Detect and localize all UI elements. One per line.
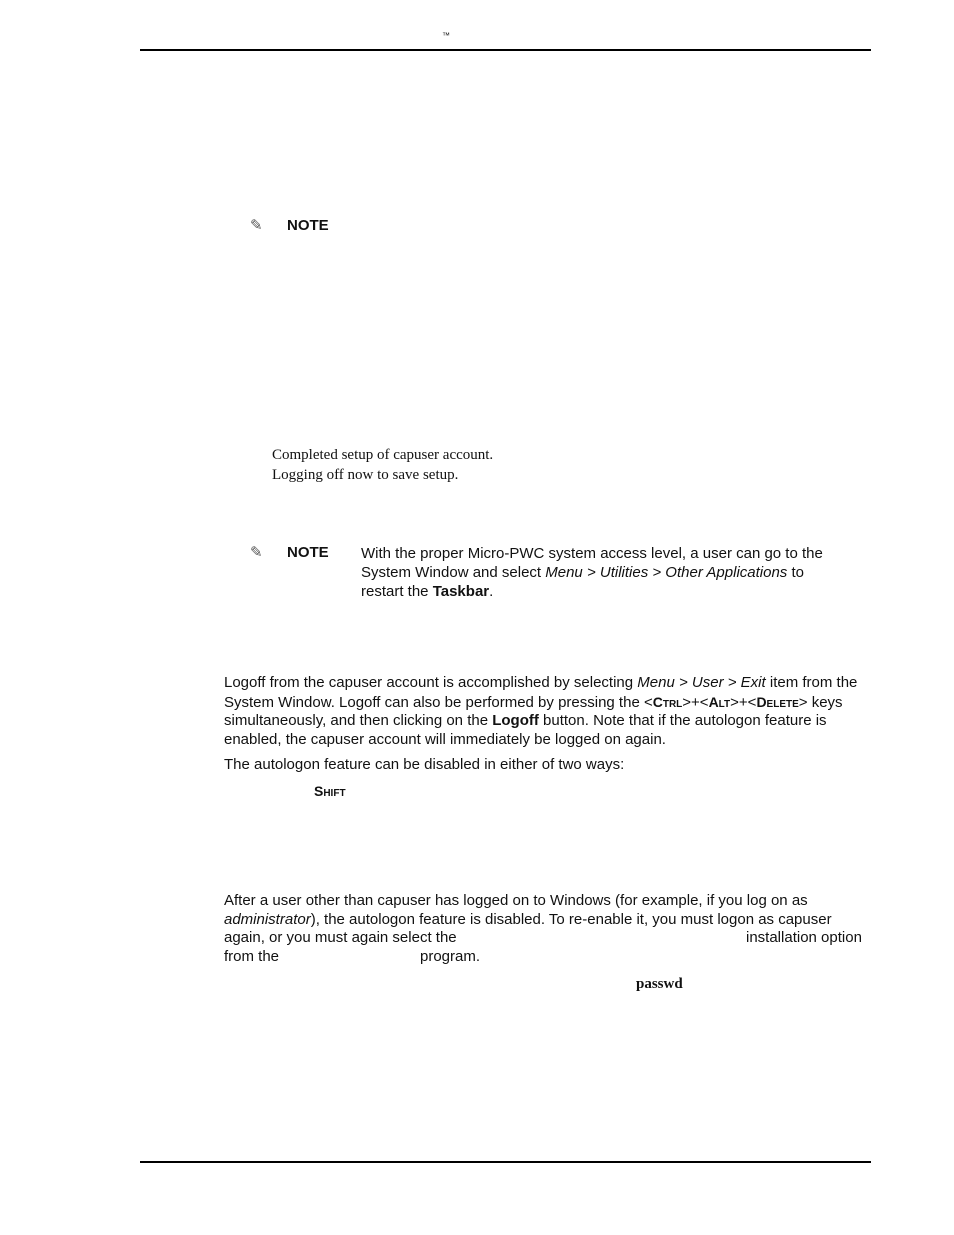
note-text-part: With the proper Micro-PWC system access level, a user can go to the System Window and select xyxy=(361,545,823,581)
program-text: program. xyxy=(420,948,481,965)
text-run: Logoff from the capuser account is accomplished by selecting xyxy=(224,674,638,691)
note-text-part: . xyxy=(489,583,494,600)
key-shift: Shift xyxy=(314,783,346,799)
key-ctrl: Ctrl xyxy=(652,693,683,710)
logoff-paragraph xyxy=(224,674,872,749)
note-text xyxy=(361,544,831,601)
key-alt: Alt xyxy=(708,693,731,710)
text-run: item from the System Window. Logoff can also be performed by pressing the < xyxy=(224,674,858,711)
menu-path: Menu > Utilities > Other Applications xyxy=(545,564,788,581)
header-rule xyxy=(140,49,871,51)
menu-path: Menu > User > Exit xyxy=(637,674,766,691)
trademark-symbol: ™ xyxy=(442,31,450,40)
setup-message-line-2: Logging off now to save setup. xyxy=(272,467,459,483)
setup-message xyxy=(272,445,493,485)
text-run: ), the autologon feature is disabled. To re-enable it, you must logon as capuser again, or you must again select the xyxy=(224,910,832,947)
text-run: >+< xyxy=(682,693,709,711)
pencil-icon: ✎ xyxy=(250,216,263,234)
footer-rule xyxy=(140,1161,871,1163)
text-run: After a user other than capuser has logged on to Windows (for example, if you log on as xyxy=(224,892,808,909)
text-run: > keys simultaneously, and then clicking on the xyxy=(224,693,843,730)
passwd-command: passwd xyxy=(636,976,683,992)
account-name: administrator xyxy=(224,910,311,928)
from-the-text: from the xyxy=(224,948,280,965)
note-label: NOTE xyxy=(287,544,329,561)
text-run: button. Note that if the autologon feature is enabled, the capuser account will immediately be logged on again. xyxy=(224,712,827,748)
note-text-part: to restart the xyxy=(361,564,804,600)
autologon-disable-intro: The autologon feature can be disabled in either of two ways: xyxy=(224,756,625,773)
setup-message-line-1: Completed setup of capuser account. xyxy=(272,447,494,463)
pencil-icon: ✎ xyxy=(250,543,263,561)
note-label: NOTE xyxy=(287,217,329,234)
text-run: >+< xyxy=(730,693,757,711)
key-delete: Delete xyxy=(756,693,799,710)
taskbar-term: Taskbar xyxy=(432,583,490,600)
installation-option-text: installation option xyxy=(746,929,862,946)
logoff-term: Logoff xyxy=(492,712,539,730)
